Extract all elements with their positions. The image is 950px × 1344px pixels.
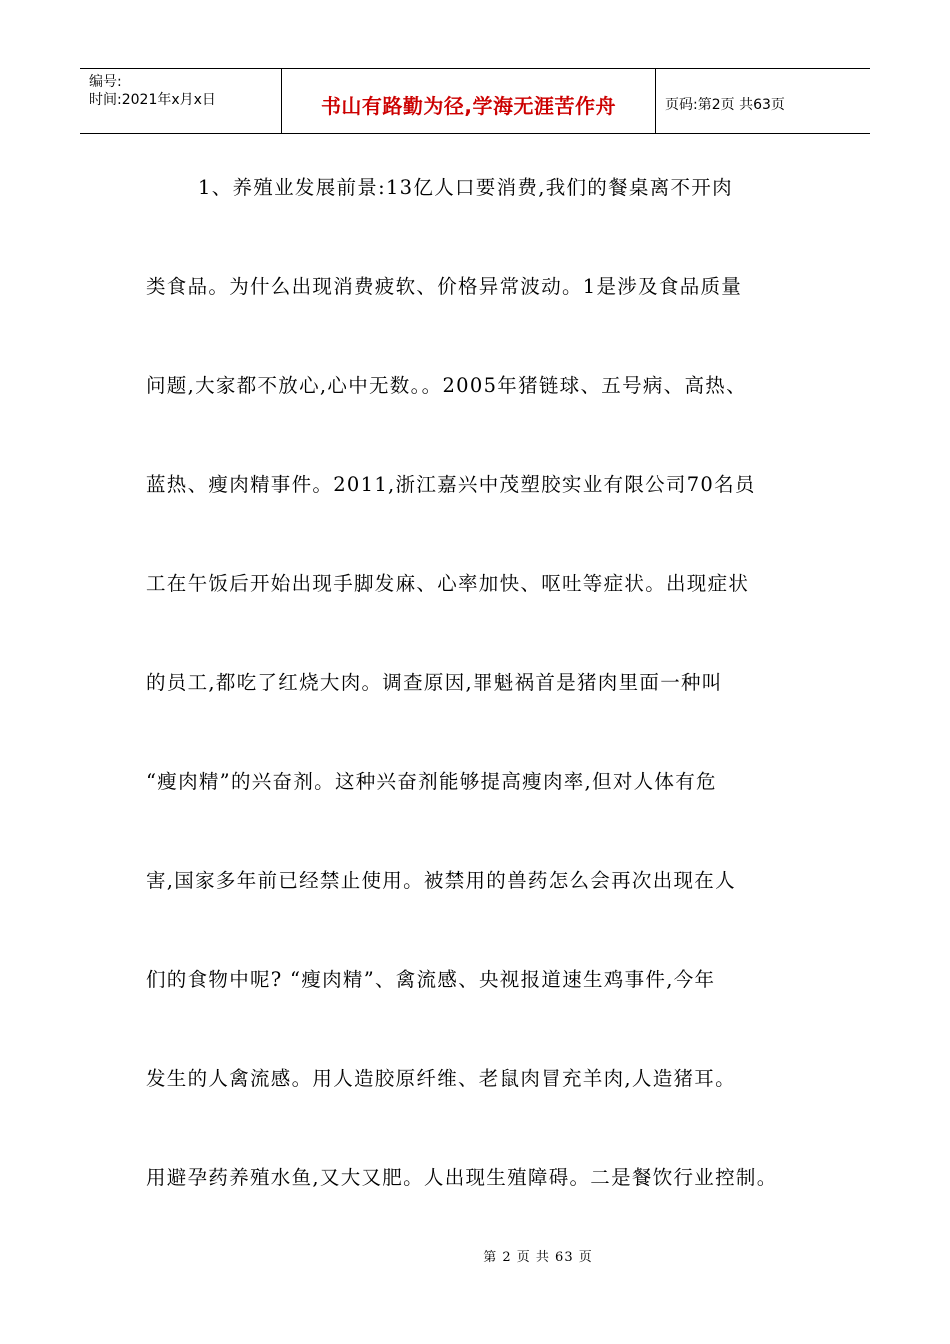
- body-line: 类食品。为什么出现消费疲软、价格异常波动。1是涉及食品质量: [146, 275, 743, 298]
- footer-page-number: 第 2 页 共 63 页: [483, 1250, 593, 1265]
- body-line: 问题,大家都不放心,心中无数。。2005年猪链球、五号病、高热、: [146, 374, 747, 397]
- header-page-info: 页码:第2页 共63页: [665, 97, 785, 113]
- document-number-label: 编号:: [89, 74, 122, 90]
- body-line: 1、养殖业发展前景:13亿人口要消费,我们的餐桌离不开肉: [198, 176, 733, 199]
- document-time-label: 时间:2021年x月x日: [89, 92, 216, 108]
- body-line: 用避孕药养殖水鱼,又大又肥。人出现生殖障碍。二是餐饮行业控制。: [146, 1166, 778, 1189]
- body-line: 发生的人禽流感。用人造胶原纤维、老鼠肉冒充羊肉,人造猪耳。: [146, 1067, 736, 1090]
- body-line: 蓝热、瘦肉精事件。2011,浙江嘉兴中茂塑胶实业有限公司70名员: [146, 473, 756, 496]
- page-header: [80, 68, 870, 134]
- body-line: “瘦肉精”的兴奋剂。这种兴奋剂能够提高瘦肉率,但对人体有危: [146, 770, 717, 793]
- body-line: 的员工,都吃了红烧大肉。调查原因,罪魁祸首是猪肉里面一种叫: [146, 671, 723, 694]
- page-footer: [0, 1246, 950, 1265]
- body-line: 们的食物中呢? “瘦肉精”、禽流感、央视报道速生鸡事件,今年: [146, 968, 716, 991]
- header-meta-cell: [80, 69, 282, 133]
- header-motto-cell: [282, 69, 656, 133]
- body-line: 工在午饭后开始出现手脚发麻、心率加快、呕吐等症状。出现症状: [146, 572, 750, 595]
- header-page-cell: [656, 69, 870, 133]
- header-motto: 书山有路勤为径,学海无涯苦作舟: [320, 93, 617, 118]
- body-line: 害,国家多年前已经禁止使用。被禁用的兽药怎么会再次出现在人: [146, 869, 736, 892]
